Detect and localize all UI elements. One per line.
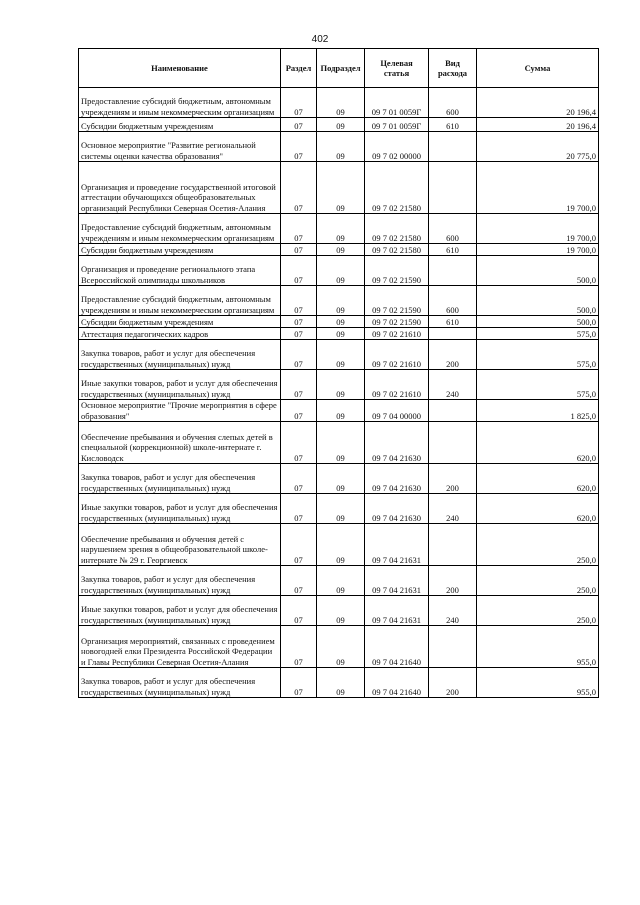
row-name: Организация мероприятий, связанных с проведением новогодней елки Президента Российской Федерации и Главы Республики Северная Осетия-Алания — [79, 626, 281, 668]
row-podrazdel: 09 — [317, 340, 365, 370]
row-razdel: 07 — [281, 316, 317, 328]
row-vid — [429, 422, 477, 464]
row-summa: 955,0 — [477, 626, 599, 668]
row-vid: 610 — [429, 118, 477, 132]
row-vid: 600 — [429, 214, 477, 244]
row-statya: 09 7 04 21631 — [365, 596, 429, 626]
row-statya: 09 7 02 21610 — [365, 328, 429, 340]
row-summa: 620,0 — [477, 422, 599, 464]
table-row — [79, 668, 599, 698]
table-row — [79, 566, 599, 596]
table-row — [79, 316, 599, 328]
row-podrazdel: 09 — [317, 162, 365, 214]
row-statya: 09 7 01 0059Г — [365, 118, 429, 132]
row-razdel: 07 — [281, 566, 317, 596]
table-row — [79, 88, 599, 118]
row-statya: 09 7 04 21631 — [365, 524, 429, 566]
row-podrazdel: 09 — [317, 88, 365, 118]
row-vid: 240 — [429, 370, 477, 400]
row-summa: 250,0 — [477, 524, 599, 566]
row-name: Предоставление субсидий бюджетным, автономным учреждениям и иным некоммерческим организациям — [79, 214, 281, 244]
row-name: Основное мероприятие "Развитие региональной системы оценки качества образования" — [79, 132, 281, 162]
table-row — [79, 132, 599, 162]
row-summa: 20 775,0 — [477, 132, 599, 162]
row-razdel: 07 — [281, 118, 317, 132]
table-row — [79, 524, 599, 566]
row-podrazdel: 09 — [317, 328, 365, 340]
row-name: Иные закупки товаров, работ и услуг для обеспечения государственных (муниципальных) нужд — [79, 370, 281, 400]
table-row — [79, 162, 599, 214]
table-row — [79, 328, 599, 340]
table-row — [79, 244, 599, 256]
row-statya: 09 7 02 21580 — [365, 214, 429, 244]
table-header-row — [79, 49, 599, 88]
row-razdel: 07 — [281, 626, 317, 668]
row-vid — [429, 626, 477, 668]
row-name: Закупка товаров, работ и услуг для обеспечения государственных (муниципальных) нужд — [79, 668, 281, 698]
table-row — [79, 400, 599, 422]
row-name: Обеспечение пребывания и обучения детей с нарушением зрения в общеобразовательной школе-интернате № 29 г. Георгиевск — [79, 524, 281, 566]
row-vid: 200 — [429, 340, 477, 370]
row-vid: 240 — [429, 596, 477, 626]
row-vid: 200 — [429, 566, 477, 596]
row-podrazdel: 09 — [317, 626, 365, 668]
table-row — [79, 626, 599, 668]
row-statya: 09 7 02 21610 — [365, 370, 429, 400]
row-razdel: 07 — [281, 464, 317, 494]
row-statya: 09 7 02 21590 — [365, 256, 429, 286]
row-vid — [429, 132, 477, 162]
row-statya: 09 7 02 21590 — [365, 286, 429, 316]
row-summa: 620,0 — [477, 464, 599, 494]
row-summa: 19 700,0 — [477, 214, 599, 244]
row-razdel: 07 — [281, 286, 317, 316]
table-row — [79, 422, 599, 464]
row-vid: 240 — [429, 494, 477, 524]
row-vid: 200 — [429, 668, 477, 698]
table-row — [79, 286, 599, 316]
row-podrazdel: 09 — [317, 400, 365, 422]
row-statya: 09 7 04 21630 — [365, 494, 429, 524]
row-podrazdel: 09 — [317, 370, 365, 400]
row-statya: 09 7 02 21610 — [365, 340, 429, 370]
row-razdel: 07 — [281, 132, 317, 162]
row-statya: 09 7 04 21630 — [365, 464, 429, 494]
row-vid — [429, 328, 477, 340]
row-summa: 575,0 — [477, 328, 599, 340]
row-summa: 575,0 — [477, 370, 599, 400]
row-summa: 575,0 — [477, 340, 599, 370]
row-podrazdel: 09 — [317, 132, 365, 162]
row-summa: 20 196,4 — [477, 88, 599, 118]
row-name: Закупка товаров, работ и услуг для обеспечения государственных (муниципальных) нужд — [79, 566, 281, 596]
table-row — [79, 340, 599, 370]
row-vid: 200 — [429, 464, 477, 494]
row-summa: 500,0 — [477, 316, 599, 328]
row-name: Субсидии бюджетным учреждениям — [79, 244, 281, 256]
row-razdel: 07 — [281, 256, 317, 286]
row-statya: 09 7 04 00000 — [365, 400, 429, 422]
row-name: Обеспечение пребывания и обучения слепых детей в специальной (коррекционной) школе-интернате г. Кисловодск — [79, 422, 281, 464]
page-number: 402 — [311, 34, 329, 45]
row-name: Организация и проведение государственной итоговой аттестации обучающихся общеобразовательных организаций Республики Северная Осетия-Алания — [79, 162, 281, 214]
row-razdel: 07 — [281, 162, 317, 214]
row-vid — [429, 256, 477, 286]
row-razdel: 07 — [281, 88, 317, 118]
row-vid: 610 — [429, 244, 477, 256]
table-row — [79, 494, 599, 524]
table-row — [79, 256, 599, 286]
row-statya: 09 7 04 21631 — [365, 566, 429, 596]
header-vid: Вид расхода — [429, 49, 477, 88]
table-row — [79, 464, 599, 494]
header-summa: Сумма — [477, 49, 599, 88]
row-name: Предоставление субсидий бюджетным, автономным учреждениям и иным некоммерческим организациям — [79, 286, 281, 316]
header-razdel: Раздел — [281, 49, 317, 88]
row-razdel: 07 — [281, 400, 317, 422]
row-razdel: 07 — [281, 328, 317, 340]
row-razdel: 07 — [281, 494, 317, 524]
row-name: Иные закупки товаров, работ и услуг для обеспечения государственных (муниципальных) нужд — [79, 494, 281, 524]
row-vid: 600 — [429, 286, 477, 316]
row-vid — [429, 524, 477, 566]
row-razdel: 07 — [281, 244, 317, 256]
row-name: Субсидии бюджетным учреждениям — [79, 118, 281, 132]
row-razdel: 07 — [281, 668, 317, 698]
row-summa: 19 700,0 — [477, 244, 599, 256]
row-vid: 610 — [429, 316, 477, 328]
row-razdel: 07 — [281, 370, 317, 400]
row-podrazdel: 09 — [317, 118, 365, 132]
row-podrazdel: 09 — [317, 244, 365, 256]
row-podrazdel: 09 — [317, 256, 365, 286]
table-body — [79, 88, 599, 698]
row-statya: 09 7 04 21640 — [365, 668, 429, 698]
row-podrazdel: 09 — [317, 286, 365, 316]
budget-table — [78, 48, 599, 698]
row-summa: 620,0 — [477, 494, 599, 524]
row-statya: 09 7 02 21580 — [365, 162, 429, 214]
row-podrazdel: 09 — [317, 596, 365, 626]
table-row — [79, 596, 599, 626]
row-podrazdel: 09 — [317, 668, 365, 698]
header-podrazdel: Подраздел — [317, 49, 365, 88]
row-name: Закупка товаров, работ и услуг для обеспечения государственных (муниципальных) нужд — [79, 464, 281, 494]
row-name: Предоставление субсидий бюджетным, автономным учреждениям и иным некоммерческим организациям — [79, 88, 281, 118]
row-razdel: 07 — [281, 340, 317, 370]
row-name: Субсидии бюджетным учреждениям — [79, 316, 281, 328]
row-statya: 09 7 02 21590 — [365, 316, 429, 328]
row-vid — [429, 162, 477, 214]
row-razdel: 07 — [281, 524, 317, 566]
row-summa: 955,0 — [477, 668, 599, 698]
table-row — [79, 214, 599, 244]
row-podrazdel: 09 — [317, 464, 365, 494]
row-podrazdel: 09 — [317, 316, 365, 328]
row-podrazdel: 09 — [317, 214, 365, 244]
header-name: Наименование — [79, 49, 281, 88]
row-name: Основное мероприятие "Прочие мероприятия в сфере образования" — [79, 400, 281, 422]
row-name: Закупка товаров, работ и услуг для обеспечения государственных (муниципальных) нужд — [79, 340, 281, 370]
row-summa: 500,0 — [477, 256, 599, 286]
row-statya: 09 7 04 21640 — [365, 626, 429, 668]
row-name: Иные закупки товаров, работ и услуг для обеспечения государственных (муниципальных) нужд — [79, 596, 281, 626]
header-statya: Целевая статья — [365, 49, 429, 88]
row-podrazdel: 09 — [317, 524, 365, 566]
row-razdel: 07 — [281, 214, 317, 244]
row-summa: 20 196,4 — [477, 118, 599, 132]
row-name: Аттестация педагогических кадров — [79, 328, 281, 340]
row-vid — [429, 400, 477, 422]
row-summa: 1 825,0 — [477, 400, 599, 422]
row-summa: 500,0 — [477, 286, 599, 316]
row-summa: 250,0 — [477, 596, 599, 626]
row-name: Организация и проведение регионального этапа Всероссийской олимпиады школьников — [79, 256, 281, 286]
row-podrazdel: 09 — [317, 566, 365, 596]
row-podrazdel: 09 — [317, 494, 365, 524]
table-row — [79, 370, 599, 400]
row-statya: 09 7 04 21630 — [365, 422, 429, 464]
row-razdel: 07 — [281, 422, 317, 464]
row-statya: 09 7 02 00000 — [365, 132, 429, 162]
row-vid: 600 — [429, 88, 477, 118]
table-row — [79, 118, 599, 132]
row-summa: 19 700,0 — [477, 162, 599, 214]
row-statya: 09 7 01 0059Г — [365, 88, 429, 118]
row-summa: 250,0 — [477, 566, 599, 596]
row-statya: 09 7 02 21580 — [365, 244, 429, 256]
row-podrazdel: 09 — [317, 422, 365, 464]
row-razdel: 07 — [281, 596, 317, 626]
